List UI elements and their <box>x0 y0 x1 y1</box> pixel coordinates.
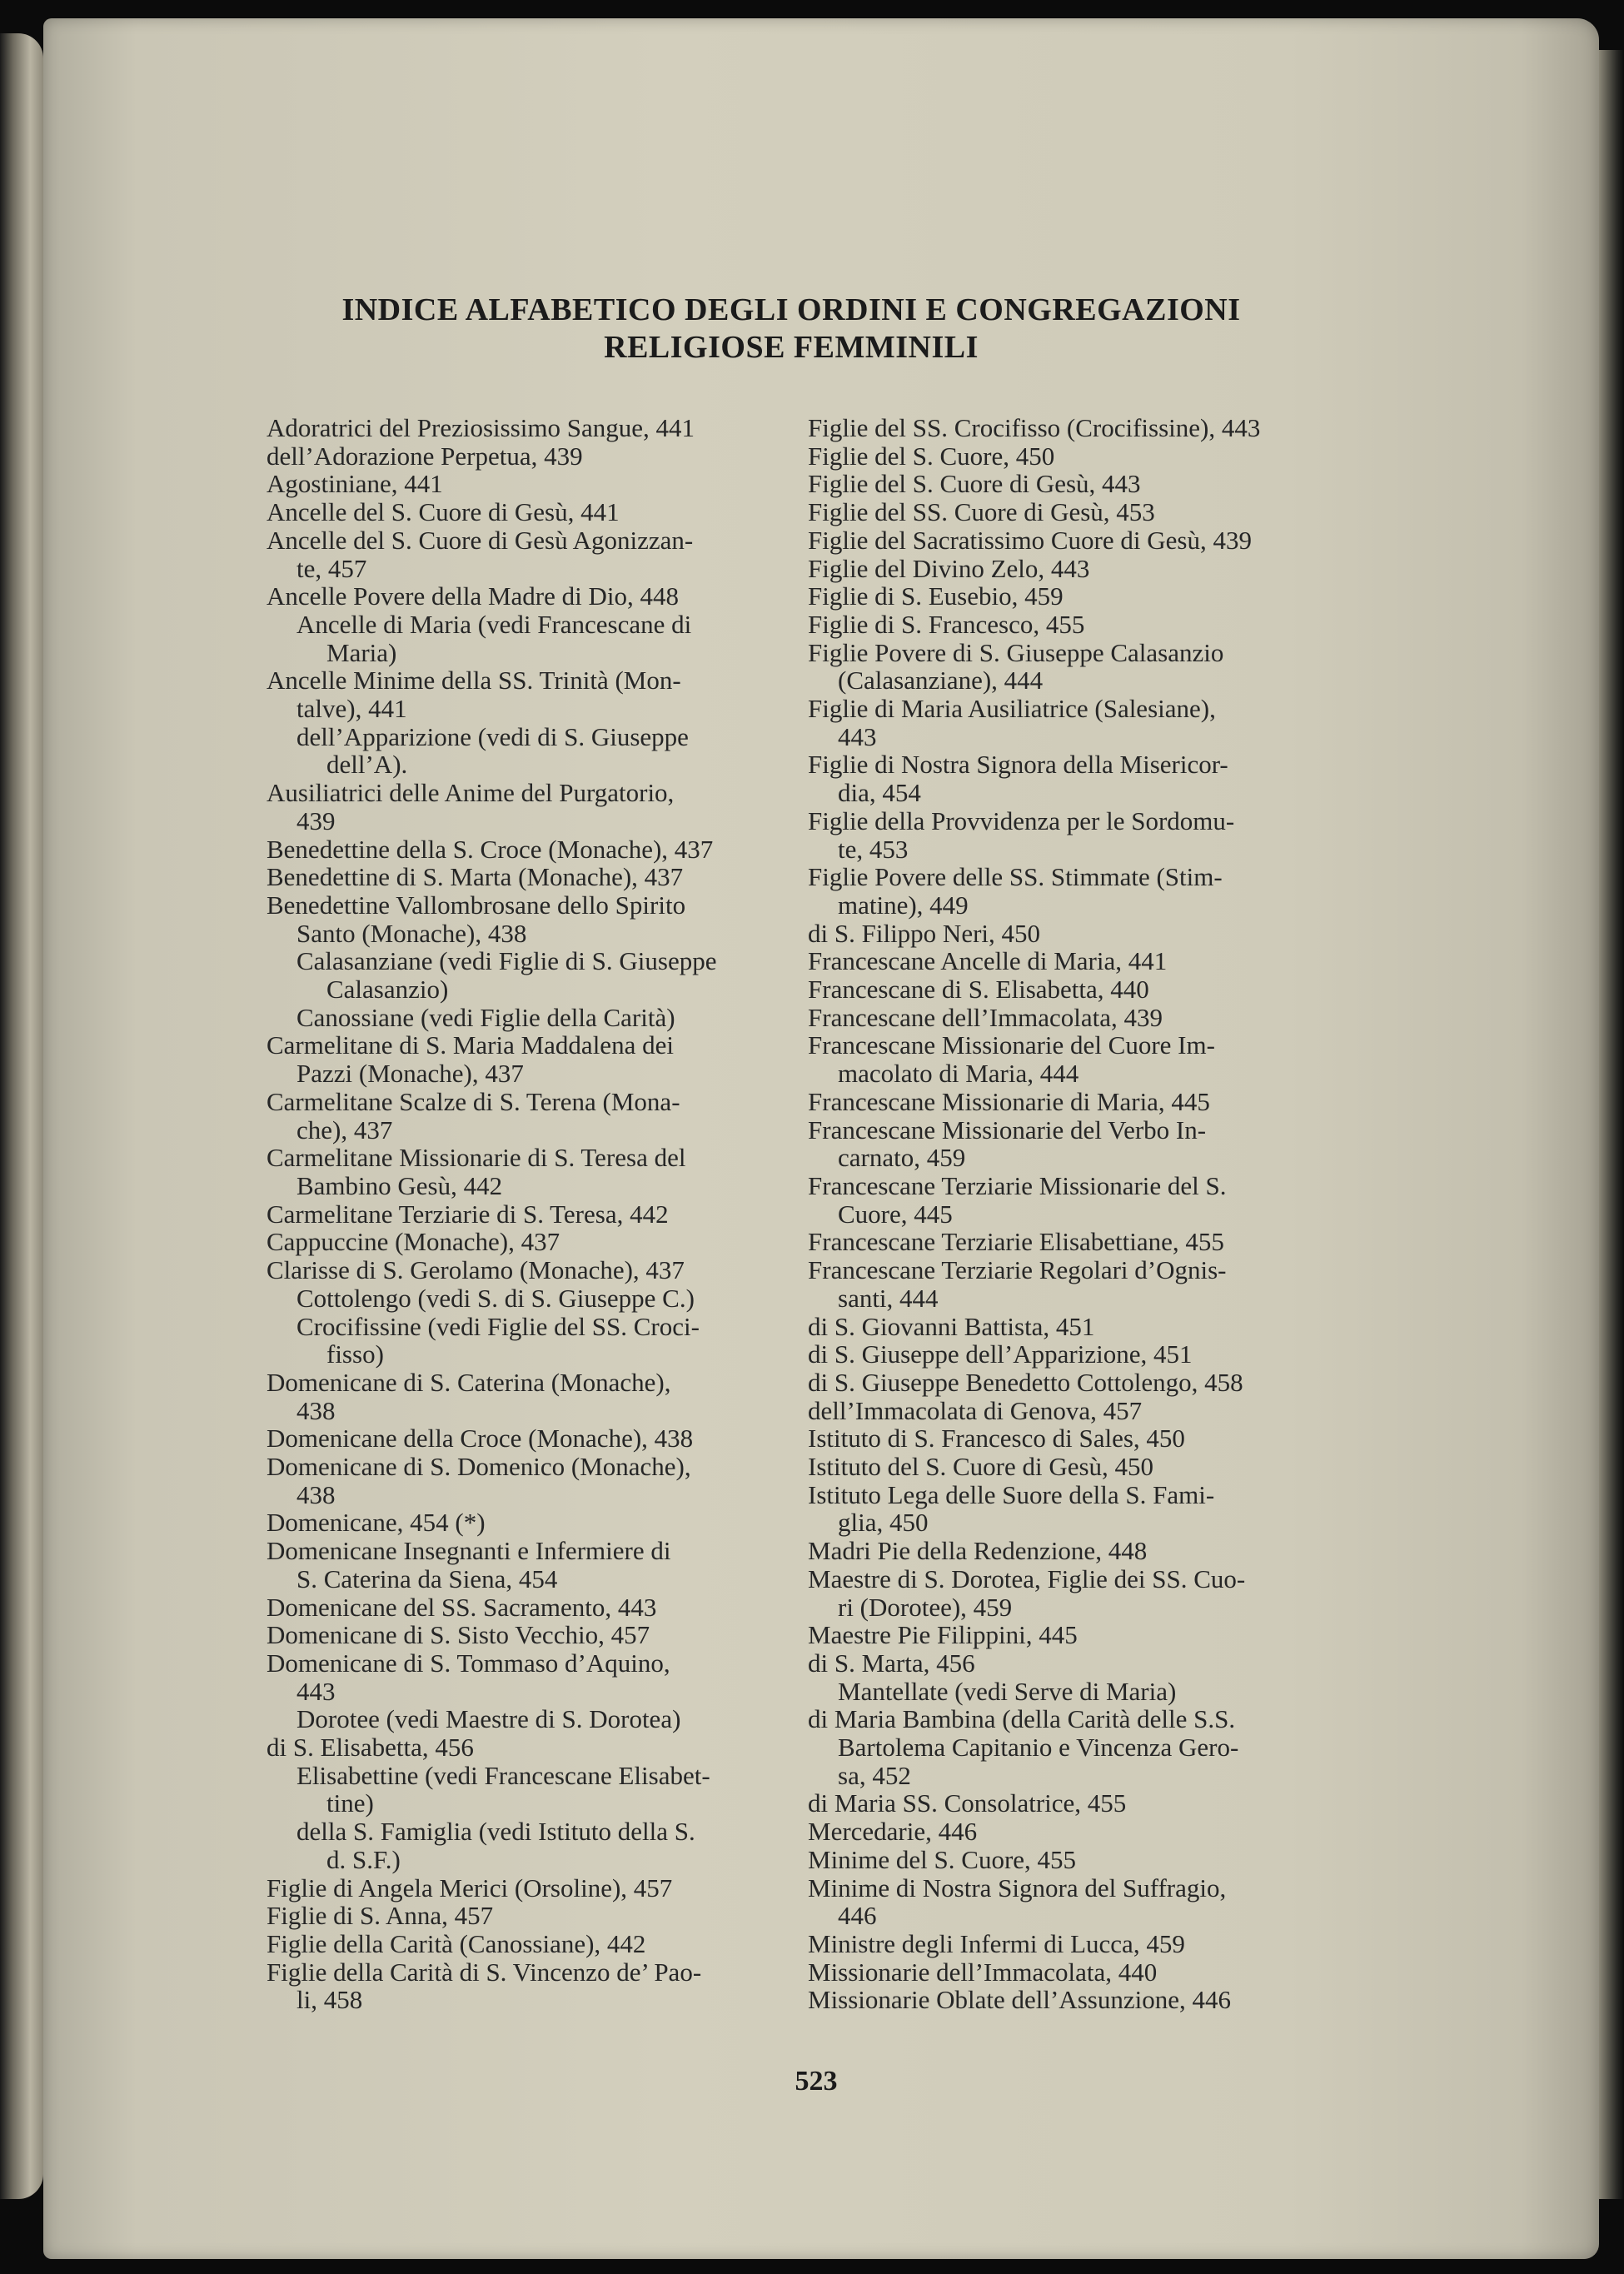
index-entry-continuation: 443 <box>296 1676 336 1706</box>
index-entry <box>808 1705 1316 1761</box>
index-entry-text: Figlie della Carità di S. Vincenzo de’ Pao- <box>267 1957 702 1987</box>
index-entry <box>267 1902 775 1930</box>
index-entry <box>267 1762 775 1818</box>
index-entry <box>808 1678 1316 1706</box>
index-entry-text: Figlie della Provvidenza per le Sordomu- <box>808 805 1235 835</box>
index-entry-continuation: Pazzi (Monache), 437 <box>296 1059 524 1089</box>
index-entry-text: Francescane Terziarie Regolari d’Ognis- <box>808 1255 1227 1285</box>
index-entry-text: Calasanziane (vedi Figlie di S. Giuseppe <box>296 946 717 976</box>
index-entry <box>267 1509 775 1537</box>
index-entry-text: Figlie di Nostra Signora della Misericor- <box>808 750 1228 780</box>
index-entry <box>808 947 1316 975</box>
index-entry-continuation: Maria) <box>326 637 397 667</box>
index-entry <box>808 1116 1316 1172</box>
index-entry-text: di Maria SS. Consolatrice, 455 <box>808 1788 1127 1818</box>
index-entry-continuation: (Calasanziane), 444 <box>838 666 1044 696</box>
index-entry-continuation: santi, 444 <box>838 1283 939 1313</box>
index-entry-text: Domenicane di S. Domenico (Monache), <box>267 1452 691 1482</box>
index-entry-text: della S. Famiglia (vedi Istituto della S. <box>296 1817 695 1847</box>
index-entry <box>267 498 775 526</box>
index-entry <box>267 1649 775 1705</box>
index-entry <box>808 582 1316 611</box>
index-entry-text: Carmelitane Missionarie di S. Teresa del <box>267 1143 686 1173</box>
index-entry <box>267 442 775 471</box>
index-entry <box>267 947 775 1003</box>
index-entry-text: Carmelitane di S. Maria Maddalena dei <box>267 1030 674 1060</box>
adjacent-page-edge <box>0 33 43 2199</box>
index-entry-continuation: tine) <box>326 1788 374 1818</box>
index-entry-continuation: che), 437 <box>296 1115 393 1144</box>
index-entry <box>808 1453 1316 1481</box>
index-entry <box>267 835 775 864</box>
index-entry <box>808 1789 1316 1818</box>
index-entry-text: Francescane Terziarie Missionarie del S. <box>808 1170 1227 1200</box>
index-entry <box>808 1088 1316 1116</box>
index-entry-text: Figlie di S. Francesco, 455 <box>808 609 1085 639</box>
index-entry <box>267 1004 775 1032</box>
index-entry <box>808 1172 1316 1228</box>
index-entry <box>267 779 775 835</box>
index-entry-text: sa, 452 <box>838 1760 911 1790</box>
index-entry-text: Francescane Missionarie di Maria, 445 <box>808 1086 1210 1116</box>
index-entry-text: Benedettine della S. Croce (Monache), 437 <box>267 834 714 864</box>
index-entry-text: Figlie della Carità (Canossiane), 442 <box>267 1928 646 1958</box>
index-entry <box>267 470 775 498</box>
index-entry-text: Domenicane di S. Sisto Vecchio, 457 <box>267 1620 650 1650</box>
index-entry-text: di S. Giuseppe Benedetto Cottolengo, 458 <box>808 1367 1243 1397</box>
index-entry <box>808 695 1316 751</box>
index-entry-text: Ancelle del S. Cuore di Gesù Agonizzan- <box>267 525 694 555</box>
index-entry-text: Figlie di Maria Ausiliatrice (Salesiane), <box>808 694 1216 724</box>
index-entry-continuation: Santo (Monache), 438 <box>296 918 527 948</box>
index-entry-text: Canossiane (vedi Figlie della Carità) <box>296 1002 675 1032</box>
index-entry <box>808 526 1316 555</box>
index-entry <box>808 1313 1316 1341</box>
index-entry-text: Maestre Pie Filippini, 445 <box>808 1620 1078 1650</box>
index-entry-text: Adoratrici del Preziosissimo Sangue, 441 <box>267 413 695 442</box>
index-entry <box>808 1537 1316 1565</box>
index-entry <box>267 1705 775 1733</box>
index-entry-continuation: macolato di Maria, 444 <box>838 1059 1079 1089</box>
index-entry-text: Missionarie dell’Immacolata, 440 <box>808 1957 1158 1987</box>
index-entry <box>808 1649 1316 1678</box>
index-entry <box>267 1369 775 1424</box>
index-entry-text: Missionarie Oblate dell’Assunzione, 446 <box>808 1985 1231 2015</box>
index-entry <box>267 863 775 891</box>
index-entry-text: Figlie di Angela Merici (Orsoline), 457 <box>267 1873 673 1902</box>
index-entry <box>808 611 1316 639</box>
index-entry <box>808 1256 1316 1312</box>
index-entry <box>267 1424 775 1453</box>
index-entry-text: Figlie Povere di S. Giuseppe Calasanzio <box>808 637 1224 667</box>
index-entry <box>808 1565 1316 1621</box>
index-entry <box>267 526 775 582</box>
index-entry <box>808 1621 1316 1649</box>
index-column-left <box>267 414 775 2014</box>
index-entry <box>808 1228 1316 1256</box>
index-entry-text: Figlie del SS. Crocifisso (Crocifissine), 443 <box>808 413 1261 442</box>
index-entry-continuation: d. S.F.) <box>326 1844 401 1874</box>
index-entry <box>267 1228 775 1256</box>
index-entry-text: di Maria Bambina (della Carità delle S.S. <box>808 1704 1236 1734</box>
index-entry-text: Istituto del S. Cuore di Gesù, 450 <box>808 1452 1154 1482</box>
index-entry <box>808 414 1316 442</box>
index-entry-text: Ministre degli Infermi di Lucca, 459 <box>808 1928 1185 1958</box>
index-entry-text: di S. Elisabetta, 456 <box>267 1733 474 1763</box>
index-entry-continuation: fisso) <box>326 1339 384 1369</box>
index-entry-text: Ancelle Minime della SS. Trinità (Mon- <box>267 666 681 696</box>
index-entry <box>267 611 775 666</box>
title-line-2: RELIGIOSE FEMMINILI <box>604 330 979 365</box>
index-entry-continuation: matine), 449 <box>838 890 969 920</box>
index-entry <box>267 1200 775 1229</box>
index-entry-text: dell’Adorazione Perpetua, 439 <box>267 441 583 471</box>
index-entry-text: Elisabettine (vedi Francescane Elisabet- <box>296 1760 710 1790</box>
index-entry <box>808 1340 1316 1369</box>
index-entry-text: Istituto Lega delle Suore della S. Fami- <box>808 1479 1215 1509</box>
index-entry <box>808 555 1316 583</box>
index-entry-text: Domenicane di S. Tommaso d’Aquino, <box>267 1648 670 1678</box>
index-entry-text: Ancelle di Maria (vedi Francescane di <box>296 609 692 639</box>
index-entry-continuation: Bambino Gesù, 442 <box>296 1170 503 1200</box>
index-entry <box>808 1874 1316 1930</box>
index-entry-text: Domenicane della Croce (Monache), 438 <box>267 1424 694 1454</box>
index-entry-continuation: 443 <box>838 721 877 751</box>
index-entry <box>808 1481 1316 1537</box>
index-entry-continuation: Calasanzio) <box>326 975 449 1005</box>
index-entry <box>267 1313 775 1369</box>
index-entry <box>808 1818 1316 1846</box>
index-entry-text: Maestre di S. Dorotea, Figlie dei SS. Cuo- <box>808 1563 1246 1593</box>
index-entry <box>267 1031 775 1087</box>
index-entry-text: Cappuccine (Monache), 437 <box>267 1227 560 1257</box>
index-entry-text: Clarisse di S. Gerolamo (Monache), 437 <box>267 1255 685 1285</box>
index-entry-continuation: li, 458 <box>296 1985 363 2015</box>
index-entry <box>267 1874 775 1902</box>
index-entry-text: dell’Immacolata di Genova, 457 <box>808 1395 1143 1425</box>
index-entry-text: Figlie del Divino Zelo, 443 <box>808 553 1090 583</box>
title-line-1: INDICE ALFABETICO DEGLI ORDINI E CONGREGAZIONI <box>341 292 1241 327</box>
page-right-edge <box>1599 50 1624 2199</box>
index-entry <box>808 1004 1316 1032</box>
index-entry-text: di S. Giuseppe dell’Apparizione, 451 <box>808 1339 1193 1369</box>
index-entry-text: Crocifissine (vedi Figlie del SS. Croci- <box>296 1311 700 1341</box>
index-entry <box>808 470 1316 498</box>
index-entry-text: Agostiniane, 441 <box>267 469 443 499</box>
index-entry-continuation: carnato, 459 <box>838 1143 966 1173</box>
index-entry <box>267 723 775 779</box>
index-entry-text: Figlie di S. Anna, 457 <box>267 1901 494 1931</box>
index-entry-continuation: 439 <box>296 805 336 835</box>
index-entry-text: Francescane Terziarie Elisabettiane, 455 <box>808 1227 1224 1257</box>
index-entry-text: Francescane Missionarie del Verbo In- <box>808 1115 1207 1144</box>
index-entry <box>267 1930 775 1958</box>
index-entry <box>267 1818 775 1873</box>
index-entry-continuation: te, 457 <box>296 553 367 583</box>
index-entry <box>808 920 1316 948</box>
index-entry-continuation: S. Caterina da Siena, 454 <box>296 1563 558 1593</box>
index-entry <box>808 751 1316 806</box>
index-entry-continuation: 438 <box>296 1479 336 1509</box>
index-entry <box>808 1397 1316 1425</box>
index-entry <box>808 1369 1316 1397</box>
page-number: 523 <box>795 2066 838 2097</box>
index-entry-text: Figlie del S. Cuore, 450 <box>808 441 1055 471</box>
index-entry-text: Figlie Povere delle SS. Stimmate (Stim- <box>808 862 1223 892</box>
index-entry <box>808 1930 1316 1958</box>
index-entry <box>808 1424 1316 1453</box>
index-entry-text: Benedettine Vallombrosane dello Spirito <box>267 890 686 920</box>
page-title <box>250 292 1333 367</box>
index-entry <box>267 666 775 722</box>
index-entry-text: Figlie del SS. Cuore di Gesù, 453 <box>808 497 1155 527</box>
index-entry <box>267 1593 775 1622</box>
index-entry <box>267 1144 775 1199</box>
index-entry-text: Carmelitane Scalze di S. Terena (Mona- <box>267 1086 680 1116</box>
index-entry-continuation: Cuore, 445 <box>838 1199 953 1229</box>
index-entry <box>808 1846 1316 1874</box>
index-entry-text: Ausiliatrici delle Anime del Purgatorio, <box>267 778 675 808</box>
index-entry <box>267 414 775 442</box>
index-entry-text: di S. Marta, 456 <box>808 1648 975 1678</box>
index-entry-text: Domenicane del SS. Sacramento, 443 <box>267 1592 657 1622</box>
index-entry-continuation: dell’A). <box>326 750 408 780</box>
index-entry-text: dell’Apparizione (vedi di S. Giuseppe <box>296 721 689 751</box>
index-entry-continuation: Bartolema Capitanio e Vincenza Gero- <box>838 1733 1239 1763</box>
index-entry-continuation: glia, 450 <box>838 1508 929 1538</box>
index-entry <box>267 1733 775 1762</box>
index-entry <box>808 1031 1316 1087</box>
index-entry-continuation: ri (Dorotee), 459 <box>838 1592 1013 1622</box>
index-entry <box>808 1958 1316 1987</box>
index-entry-continuation: talve), 441 <box>296 694 407 724</box>
index-entry-text: Francescane di S. Elisabetta, 440 <box>808 975 1149 1005</box>
index-entry <box>267 1256 775 1284</box>
index-entry-text: Domenicane, 454 (*) <box>267 1508 486 1538</box>
index-entry-text: Carmelitane Terziarie di S. Teresa, 442 <box>267 1199 669 1229</box>
index-entry <box>808 442 1316 471</box>
index-entry-continuation: te, 453 <box>838 834 909 864</box>
index-entry-continuation: 438 <box>296 1395 336 1425</box>
index-entry <box>267 1621 775 1649</box>
index-entry-text: Minime del S. Cuore, 455 <box>808 1844 1077 1874</box>
index-entry-text: Dorotee (vedi Maestre di S. Dorotea) <box>296 1704 681 1734</box>
index-entry <box>267 1088 775 1144</box>
index-entry-continuation: 446 <box>838 1901 877 1931</box>
index-entry-continuation: dia, 454 <box>838 778 921 808</box>
index-entry-text: Figlie di S. Eusebio, 459 <box>808 581 1064 611</box>
index-entry <box>267 891 775 947</box>
index-entry-text: Mercedarie, 446 <box>808 1817 978 1847</box>
index-entry-text: Francescane dell’Immacolata, 439 <box>808 1002 1163 1032</box>
index-entry-text: di S. Giovanni Battista, 451 <box>808 1311 1095 1341</box>
index-entry <box>808 498 1316 526</box>
index-entry <box>808 975 1316 1004</box>
index-entry-text: Domenicane di S. Caterina (Monache), <box>267 1367 671 1397</box>
index-entry-text: Figlie del Sacratissimo Cuore di Gesù, 439 <box>808 525 1252 555</box>
index-entry <box>267 1284 775 1313</box>
index-entry-text: Francescane Ancelle di Maria, 441 <box>808 946 1168 976</box>
index-entry-text: Figlie del S. Cuore di Gesù, 443 <box>808 469 1141 499</box>
index-entry-text: di S. Filippo Neri, 450 <box>808 918 1041 948</box>
index-entry-text: Ancelle Povere della Madre di Dio, 448 <box>267 581 679 611</box>
index-entry <box>267 582 775 611</box>
index-entry-text: Mantellate (vedi Serve di Maria) <box>838 1676 1177 1706</box>
index-entry <box>267 1537 775 1593</box>
index-entry-text: Benedettine di S. Marta (Monache), 437 <box>267 862 684 892</box>
index-entry <box>267 1958 775 2014</box>
index-entry-text: Minime di Nostra Signora del Suffragio, <box>808 1873 1227 1902</box>
index-entry <box>267 1453 775 1509</box>
index-entry <box>808 863 1316 919</box>
index-entry-text: Istituto di S. Francesco di Sales, 450 <box>808 1424 1185 1454</box>
index-entry <box>808 1986 1316 2014</box>
index-entry <box>808 1762 1316 1790</box>
index-entry-text: Francescane Missionarie del Cuore Im- <box>808 1030 1215 1060</box>
index-entry <box>808 639 1316 695</box>
index-entry-text: Cottolengo (vedi S. di S. Giuseppe C.) <box>296 1283 695 1313</box>
index-column-right <box>808 414 1316 2014</box>
index-entry-text: Madri Pie della Redenzione, 448 <box>808 1536 1148 1566</box>
index-entry-text: Domenicane Insegnanti e Infermiere di <box>267 1536 671 1566</box>
index-entry <box>808 807 1316 863</box>
index-entry-text: Ancelle del S. Cuore di Gesù, 441 <box>267 497 620 527</box>
